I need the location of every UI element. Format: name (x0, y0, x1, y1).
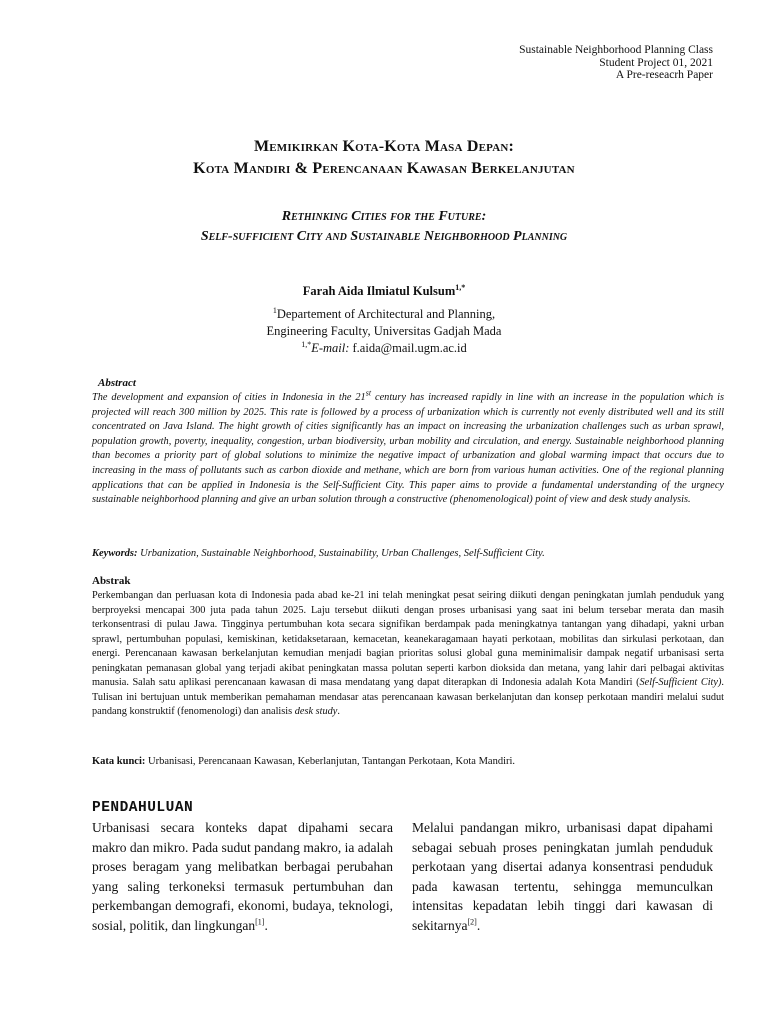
author-email-line (0, 340, 768, 357)
body-column-right (412, 818, 713, 935)
abstract-id-text-c: . (337, 706, 340, 717)
affiliation-sup: 1 (272, 305, 277, 315)
citation-2[interactable]: [2] (467, 917, 477, 926)
abstract-id-body (92, 589, 724, 720)
title-en-line2: Self-sufficient City and Sustainable Neighborhood Planning (200, 229, 568, 244)
header-project: Student Project 01, 2021 (599, 56, 713, 69)
header-course: Sustainable Neighborhood Planning Class (519, 44, 713, 56)
email-label: E-mail: (311, 341, 350, 355)
author-name-text: Farah Aida Ilmiatul Kulsum (302, 284, 456, 298)
abstract-en-sup: st (365, 388, 372, 398)
abstract-id-text-a: Perkembangan dan perluasan kota di Indonesia pada abad ke-21 ini telah meningkat pesat seiring diikuti dengan peningkatan jumlah penduduk yang berproyeksi mencapai 300 juta pada tahun 2025. Laju tersebut diikuti dengan proses urbanisasi yang saat ini belum tersebar merata dan masih terkonsentrasi di pulau Jawa. Tingginya pertumbuhan kota secara signifikan berdampak pada meningkatnya tantangan yang dihadapi, yakni urban sprawl, pertumbuhan populasi, kemiskinan, ketidaksetaraan, kemacetan, keanekaragamaan hayati perkotaan, mobilitas dan sirkulasi perkotaan, dan energi. Perencanaan kawasan berkelanjutan kemudian menjadi bagian prioritas solusi global guna meminimalisir dampak negatif urbanisasi serta peningkatan pemanasan global yang terjadi akibat peningkatan massa polutan seperti karbon dioksida dan metana, yang lahir dari pelbagai aktivitas manusia. Salah satu aplikasi perencanaan kawasan di masa mendatang yang dapat diterapkan di Indonesia adalah Kota Mandiri ( (92, 590, 724, 688)
affiliation-line2: Engineering Faculty, Universitas Gadjah Mada (266, 324, 502, 338)
keywords-id-label: Kata kunci: (92, 756, 146, 767)
body-column-left (92, 818, 393, 935)
citation-1[interactable]: [1] (255, 917, 265, 926)
author-email[interactable]: f.aida@mail.ugm.ac.id (352, 341, 467, 355)
email-sup: 1,* (301, 339, 312, 349)
running-header (519, 44, 713, 82)
header-paper-type: A Pre-reseacrh Paper (615, 69, 713, 81)
title-indonesian (0, 136, 768, 180)
author-name-sup: 1,* (455, 282, 466, 292)
title-id-line2: Kota Mandiri & Perencanaan Kawasan Berkelanjutan (193, 160, 575, 177)
body-right-text: Melalui pandangan mikro, urbanisasi dapat dipahami sebagai sebuah proses peningkatan jumlah penduduk perkotaan yang disertai adanya konsentrasi penduduk pada kawasan tertentu, sehingga memunculkan intensitas kepadatan lebih tinggi dari kawasan di sekitarnya (412, 820, 713, 933)
body-right-end: . (476, 917, 481, 933)
title-block (0, 136, 768, 247)
affiliation-line1-text: Departement of Architectural and Planning, (276, 307, 496, 321)
abstract-en-text-b: century has increased rapidly in line with an increase in the population which is projected will reach 300 million by 2025. This rate is followed by a process of urbanization which is currently not evenly distributed well and its still concentrated on Java Island. The hight growth of cities significantly has an impact on increasing the urbanization challenges such as urban sprawl, population growth, poverty, inequality, congestion, urban biodiversity, urban mobility and circulation, and energy. Sustainable neighborhood planning than becomes a priority part of global solutions to minimize the negative impact of urbanization and global warming impact that occurs due to increasing in the mass of pollutants such as carbon dioxide and methane, which are born from various human activities. One of the regional planning applications that can be applied in Indonesia is the Self-Sufficient City. This paper aims to provide a fundamental understanding of the urgnecy sustainable neighborhood planning and give an urban solution through a constructive (phenomenological) point of view and desk study analysis. (92, 392, 724, 506)
keywords-en (92, 548, 724, 559)
author-name (0, 284, 768, 299)
title-english (0, 207, 768, 247)
title-id-line1: Memikirkan Kota-Kota Masa Depan: (253, 138, 515, 155)
keywords-id (92, 756, 724, 767)
body-left-text: Urbanisasi secara konteks dapat dipahami secara makro dan mikro. Pada sudut pandang makro, ia adalah proses beragam yang melibatkan berbagai perubahan yang saling terkoneksi termasuk pertumbuhan dan perkembangan demografi, ekonomi, budaya, teknologi, sosial, politik, dan lingkungan (92, 820, 393, 933)
keywords-en-label: Keywords: (92, 548, 138, 559)
keywords-en-text: Urbanization, Sustainable Neighborhood, Sustainability, Urban Challenges, Self-Sufficient City. (140, 548, 545, 559)
body-left-end: . (264, 917, 268, 933)
abstract-id-italic-2: desk study (294, 706, 338, 717)
title-en-line1: Rethinking Cities for the Future: (281, 209, 487, 224)
abstract-id-heading: Abstrak (92, 575, 131, 587)
affiliation-line1 (0, 306, 768, 323)
abstract-en-body (92, 388, 724, 508)
section-heading: PENDAHULUAN (92, 800, 194, 816)
abstract-en-heading: Abstract (98, 377, 136, 389)
author-affiliation (0, 306, 768, 357)
keywords-id-text: Urbanisasi, Perencanaan Kawasan, Keberlanjutan, Tantangan Perkotaan, Kota Mandiri. (148, 756, 516, 767)
abstract-en-text-a: The development and expansion of cities in Indonesia in the 21 (92, 392, 366, 403)
abstract-id-italic-1: Self-Sufficient City) (639, 677, 722, 688)
abstract-id-text-b: . Tulisan ini bertujuan untuk memberikan pemahaman mendasar atas perencanaan kawasan berkelanjutan dan konsep perkotaan mandiri melalui sudut pandang konstruktif (fenomenologi) dan analisis (92, 677, 724, 717)
